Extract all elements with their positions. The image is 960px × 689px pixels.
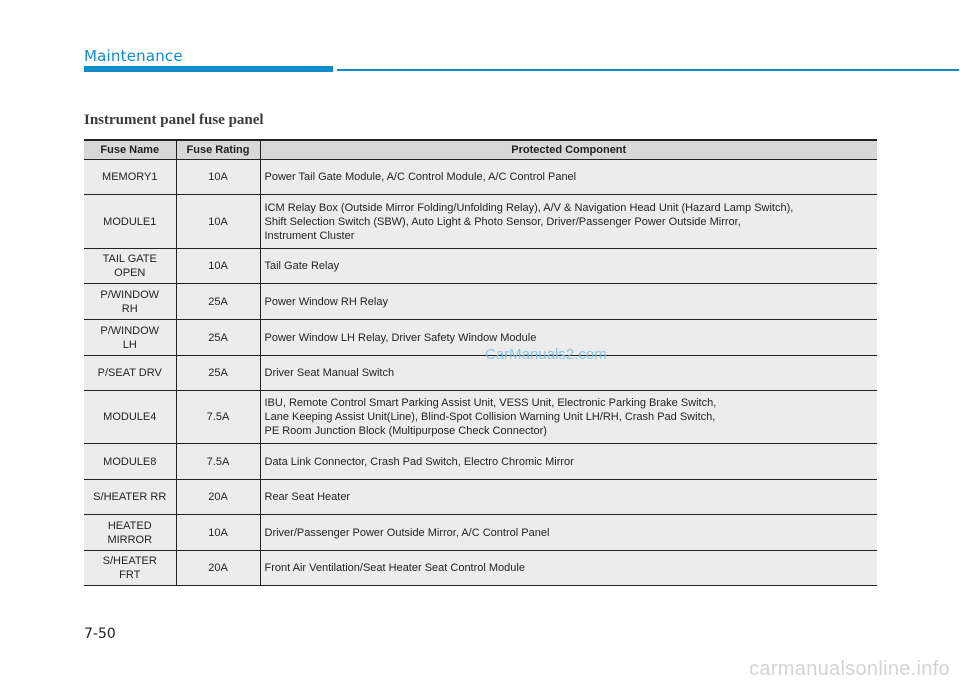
- protected-component-cell: Power Tail Gate Module, A/C Control Module, A/C Control Panel: [260, 160, 877, 195]
- watermark-inline: CarManuals2.com: [485, 346, 607, 363]
- fuse-name-cell: P/SEAT DRV: [84, 356, 176, 391]
- header-rule-thin: [337, 69, 959, 71]
- protected-component-cell: Tail Gate Relay: [260, 249, 877, 284]
- header-rule-thick: [84, 66, 333, 72]
- protected-component-cell: IBU, Remote Control Smart Parking Assist Unit, VESS Unit, Electronic Parking Brake Switch, Lane Keeping Assist Unit(Line), Blind-Spot Collision Warning Unit LH/RH, Crash Pad Switch, PE Room Junction Block (Multipurpose Check Connector): [260, 391, 877, 444]
- column-header-protected-component: Protected Component: [260, 140, 877, 160]
- fuse-table: [84, 139, 877, 586]
- fuse-name-cell: S/HEATER FRT: [84, 551, 176, 586]
- table-row: [84, 480, 877, 515]
- table-row: [84, 515, 877, 551]
- fuse-table-header: [84, 140, 877, 160]
- protected-component-cell: Driver Seat Manual Switch: [260, 356, 877, 391]
- fuse-table-body: [84, 160, 877, 586]
- table-row: [84, 356, 877, 391]
- fuse-rating-cell: 10A: [176, 249, 260, 284]
- protected-component-cell: Driver/Passenger Power Outside Mirror, A/C Control Panel: [260, 515, 877, 551]
- protected-component-cell: Rear Seat Heater: [260, 480, 877, 515]
- column-header-fuse-name: Fuse Name: [84, 140, 176, 160]
- fuse-rating-cell: 25A: [176, 356, 260, 391]
- fuse-rating-cell: 10A: [176, 195, 260, 249]
- fuse-name-cell: MEMORY1: [84, 160, 176, 195]
- fuse-name-cell: MODULE1: [84, 195, 176, 249]
- table-row: [84, 391, 877, 444]
- fuse-name-cell: MODULE4: [84, 391, 176, 444]
- fuse-name-cell: HEATED MIRROR: [84, 515, 176, 551]
- watermark-footer: carmanualsonline.info: [749, 658, 950, 680]
- table-row: [84, 284, 877, 320]
- table-row: [84, 249, 877, 284]
- section-title: Maintenance: [84, 47, 183, 65]
- fuse-name-cell: MODULE8: [84, 444, 176, 480]
- fuse-rating-cell: 20A: [176, 480, 260, 515]
- protected-component-cell: ICM Relay Box (Outside Mirror Folding/Unfolding Relay), A/V & Navigation Head Unit (Hazard Lamp Switch), Shift Selection Switch (SBW), Auto Light & Photo Sensor, Driver/Passenger Power Outside Mirror, Instrument Cluster: [260, 195, 877, 249]
- fuse-panel-heading: Instrument panel fuse panel: [84, 112, 264, 128]
- protected-component-cell: Power Window RH Relay: [260, 284, 877, 320]
- fuse-rating-cell: 25A: [176, 320, 260, 356]
- protected-component-cell: Front Air Ventilation/Seat Heater Seat Control Module: [260, 551, 877, 586]
- fuse-name-cell: S/HEATER RR: [84, 480, 176, 515]
- protected-component-cell: Data Link Connector, Crash Pad Switch, Electro Chromic Mirror: [260, 444, 877, 480]
- table-row: [84, 160, 877, 195]
- fuse-rating-cell: 7.5A: [176, 444, 260, 480]
- fuse-rating-cell: 25A: [176, 284, 260, 320]
- fuse-rating-cell: 10A: [176, 160, 260, 195]
- table-row: [84, 444, 877, 480]
- table-row: [84, 320, 877, 356]
- fuse-rating-cell: 10A: [176, 515, 260, 551]
- column-header-fuse-rating: Fuse Rating: [176, 140, 260, 160]
- fuse-rating-cell: 20A: [176, 551, 260, 586]
- fuse-name-cell: P/WINDOW RH: [84, 284, 176, 320]
- table-row: [84, 195, 877, 249]
- fuse-name-cell: TAIL GATE OPEN: [84, 249, 176, 284]
- page-number: 7-50: [84, 626, 116, 642]
- fuse-name-cell: P/WINDOW LH: [84, 320, 176, 356]
- fuse-rating-cell: 7.5A: [176, 391, 260, 444]
- protected-component-cell: Power Window LH Relay, Driver Safety Window Module: [260, 320, 877, 356]
- table-row: [84, 551, 877, 586]
